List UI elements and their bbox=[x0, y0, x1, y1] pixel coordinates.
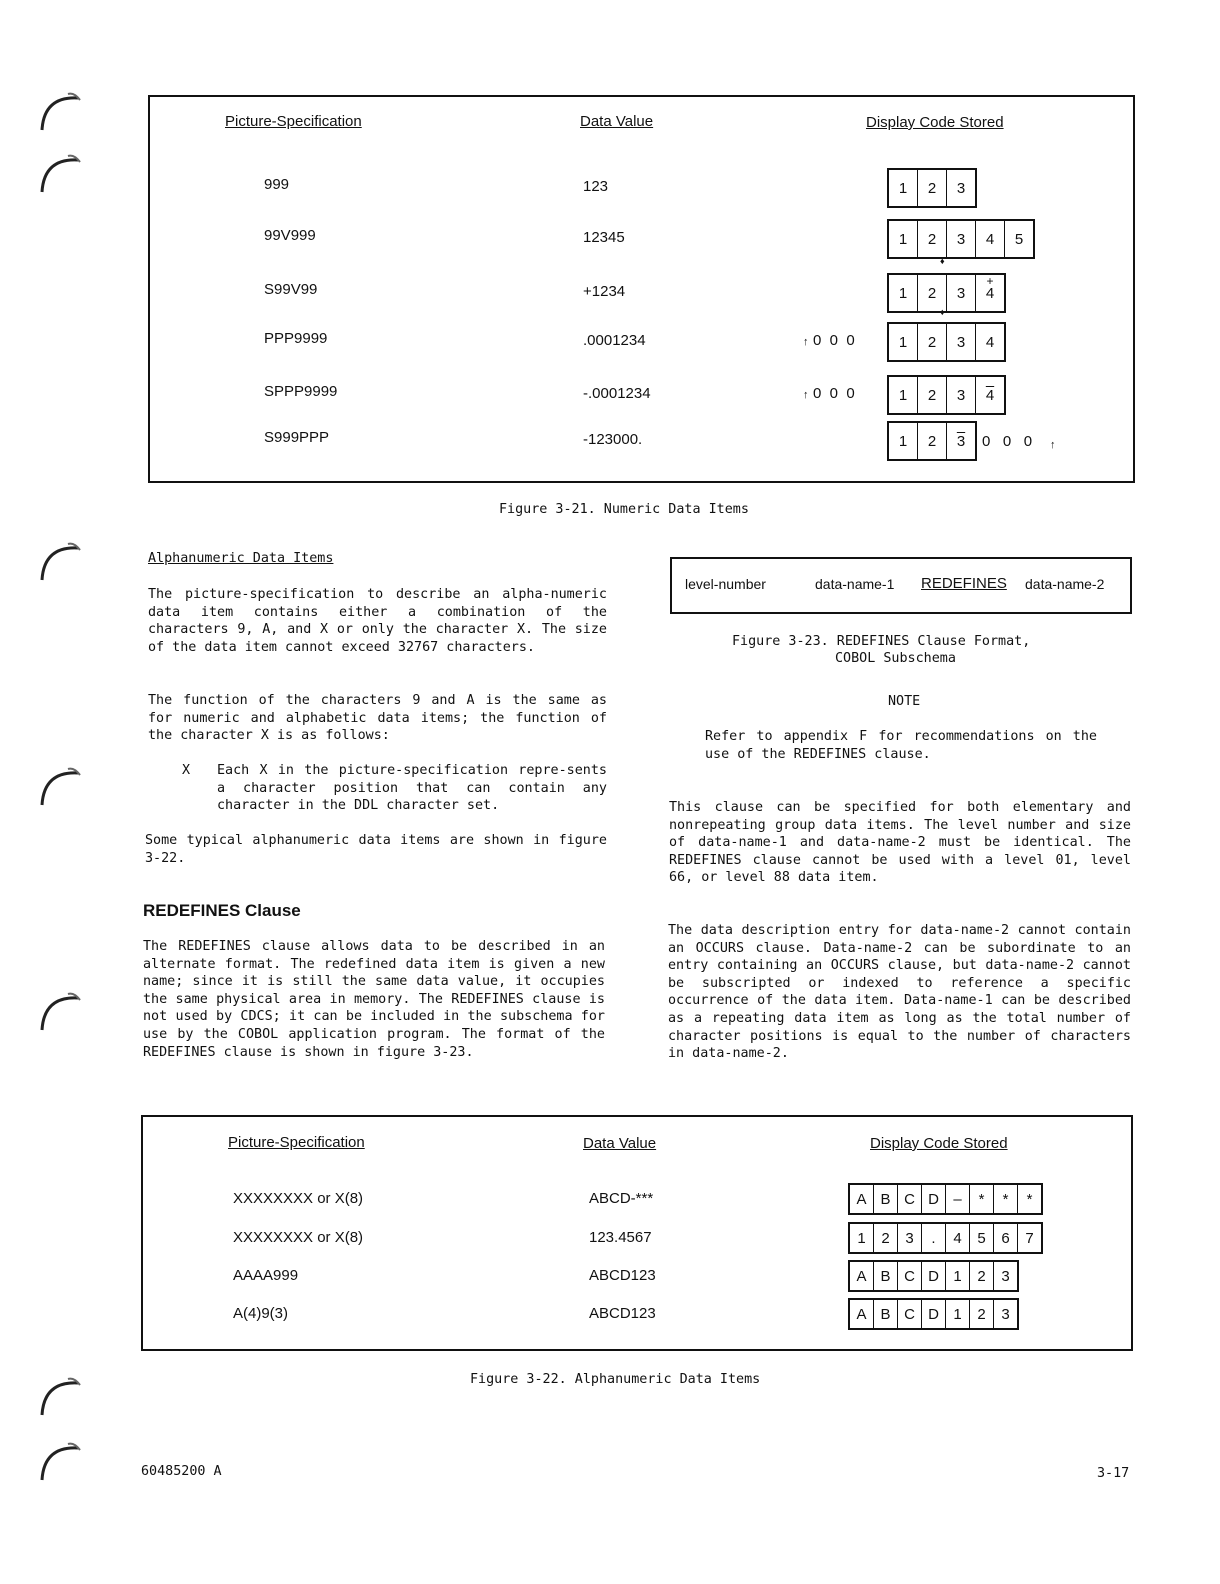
display-code-cell: 1 bbox=[946, 1262, 970, 1290]
data-value: .0001234 bbox=[583, 332, 646, 349]
picture-spec: 999 bbox=[264, 176, 290, 193]
punch-hole-mark bbox=[38, 90, 83, 139]
display-code-cells bbox=[887, 219, 1035, 259]
picture-spec: 99V999 bbox=[264, 227, 316, 244]
display-code-cell: 3 bbox=[947, 275, 976, 311]
sign-mark: + bbox=[986, 274, 994, 288]
display-code-cell: 2 bbox=[918, 377, 947, 413]
punch-hole-mark bbox=[38, 765, 83, 814]
picture-spec: S999PPP bbox=[264, 429, 330, 446]
picture-spec: XXXXXXXX or X(8) bbox=[233, 1190, 364, 1207]
display-code-cell: C bbox=[898, 1262, 922, 1290]
data-value: ABCD123 bbox=[589, 1267, 656, 1284]
display-code-cells bbox=[887, 375, 1006, 415]
display-code-cell: 4 bbox=[985, 386, 995, 404]
display-code-cell: 2 bbox=[918, 324, 947, 360]
fig21-header-value: Data Value bbox=[580, 113, 654, 130]
term-x: X bbox=[182, 763, 191, 778]
data-value: ABCD-*** bbox=[589, 1190, 654, 1207]
punch-hole-mark bbox=[38, 990, 83, 1039]
display-code-cell: B bbox=[874, 1185, 898, 1213]
display-code-cell: A bbox=[850, 1262, 874, 1290]
display-code-cell: 7 bbox=[1025, 1229, 1034, 1247]
picture-spec: A(4)9(3) bbox=[233, 1305, 289, 1322]
display-code-cell: C bbox=[898, 1300, 922, 1328]
display-code-cell: 1 bbox=[889, 275, 918, 311]
display-code-cell: – bbox=[946, 1185, 970, 1213]
display-code-cell: 3 bbox=[947, 324, 976, 360]
note-title: NOTE bbox=[888, 694, 921, 709]
display-code-cell: D bbox=[922, 1300, 946, 1328]
display-code-cell: D bbox=[922, 1262, 946, 1290]
decimal-point-arrow: ↑ bbox=[803, 389, 809, 401]
fig22-header-picture: Picture-Specification bbox=[228, 1134, 365, 1151]
paragraph: The picture-specification to describe an alpha-numeric data item contains either a combination of the characters 9, A, and X or only the character X. The size of the data item cannot exceed 32767 characters. bbox=[148, 587, 607, 655]
display-code-cell: 2 bbox=[918, 170, 947, 206]
display-code-cell: 6 bbox=[994, 1224, 1018, 1252]
display-code-cell: 2 bbox=[918, 275, 947, 311]
trailing-zeros: 0 0 0 bbox=[982, 433, 1033, 450]
display-code-cell: 1 bbox=[889, 377, 918, 413]
display-code-cell: 1 bbox=[850, 1224, 874, 1252]
display-code-cell: 1 bbox=[889, 324, 918, 360]
display-code-cell: 3 bbox=[1001, 1305, 1010, 1323]
picture-spec: AAAA999 bbox=[233, 1267, 299, 1284]
display-code-cell: 3 bbox=[956, 179, 966, 197]
fig21-header-picture: Picture-Specification bbox=[225, 113, 362, 130]
display-code-cell: A bbox=[850, 1185, 874, 1213]
display-code-cell: * bbox=[1026, 1190, 1033, 1208]
display-code-cell: 1 bbox=[889, 423, 918, 459]
picture-spec: PPP9999 bbox=[264, 330, 328, 347]
display-code-cell: * bbox=[970, 1185, 994, 1213]
display-code-cells bbox=[887, 322, 1006, 362]
figure-3-22-caption: Figure 3-22. Alphanumeric Data Items bbox=[470, 1372, 761, 1387]
data-value: 12345 bbox=[583, 229, 625, 246]
document-number: 60485200 A bbox=[141, 1464, 222, 1479]
data-value: 123.4567 bbox=[589, 1229, 652, 1246]
display-code-cell: 3 bbox=[947, 377, 976, 413]
fig21-header-display: Display Code Stored bbox=[866, 114, 1004, 131]
figure-3-23-caption: Figure 3-23. REDEFINES Clause Format, bbox=[732, 634, 1031, 649]
figure-3-23-caption-line2: COBOL Subschema bbox=[835, 651, 956, 666]
alphanumeric-heading: Alphanumeric Data Items bbox=[148, 551, 334, 566]
punch-hole-mark bbox=[38, 540, 83, 589]
display-code-cells bbox=[848, 1298, 1019, 1330]
display-code-cell: 2 bbox=[970, 1300, 994, 1328]
display-code-cell: 4 bbox=[985, 333, 995, 351]
term-x-definition: Each X in the picture-specification repre-sents a character position that can contain any character in the DDL character set. bbox=[217, 763, 607, 814]
decimal-point-arrow: ♦ bbox=[940, 256, 945, 266]
format-data-name-2: data-name-2 bbox=[1025, 576, 1105, 592]
leading-zeros: 0 0 0 bbox=[813, 332, 855, 349]
display-code-cell: 4 + bbox=[985, 274, 995, 302]
data-value: ABCD123 bbox=[589, 1305, 656, 1322]
display-code-cell: 4 bbox=[976, 221, 1005, 257]
display-code-cells bbox=[848, 1183, 1043, 1215]
fig22-header-value: Data Value bbox=[583, 1135, 657, 1152]
display-code-cell: 3 bbox=[956, 432, 966, 450]
display-code-cell: 1 bbox=[889, 221, 918, 257]
display-code-cell: 4 bbox=[946, 1224, 970, 1252]
paragraph: The REDEFINES clause allows data to be described in an alternate format. The redefined data item is given a new name; since it is still the same data value, it occupies the same physical area in memory. The REDEFINES clause is not used by CDCS; it can be included in the subschema for use by the COBOL application program. The format of the REDEFINES clause is shown in figure 3-23. bbox=[143, 939, 605, 1060]
format-level-number: level-number bbox=[685, 576, 766, 592]
display-code-cell: * bbox=[994, 1185, 1018, 1213]
display-code-cell: 5 bbox=[970, 1224, 994, 1252]
display-code-cell: 3 bbox=[1001, 1267, 1010, 1285]
picture-spec: S99V99 bbox=[264, 281, 318, 298]
paragraph: This clause can be specified for both elementary and nonrepeating group data items. The level number and size of data-name-1 and data-name-2 must be identical. The REDEFINES clause cannot be used with a level 01, level 66, or level 88 data item. bbox=[669, 800, 1131, 886]
display-code-cell: B bbox=[874, 1262, 898, 1290]
display-code-cell: A bbox=[850, 1300, 874, 1328]
punch-hole-mark bbox=[38, 152, 83, 201]
punch-hole-mark bbox=[38, 1440, 83, 1489]
format-data-name-1: data-name-1 bbox=[815, 576, 895, 592]
section-heading: REDEFINES Clause bbox=[143, 901, 301, 920]
page-number: 3-17 bbox=[1097, 1466, 1130, 1481]
format-redefines-keyword: REDEFINES bbox=[921, 575, 1007, 592]
display-code-cell: B bbox=[874, 1300, 898, 1328]
display-code-cell: 1 bbox=[889, 170, 918, 206]
figure-3-21-caption: Figure 3-21. Numeric Data Items bbox=[499, 502, 749, 517]
display-code-cell: 3 bbox=[947, 221, 976, 257]
display-code-cell: 2 bbox=[874, 1224, 898, 1252]
note-text: Refer to appendix F for recommendations on the use of the REDEFINES clause. bbox=[705, 729, 1097, 762]
display-code-cells bbox=[848, 1260, 1019, 1292]
display-code-cells bbox=[887, 421, 977, 461]
punch-hole-mark bbox=[38, 1375, 83, 1424]
display-code-cell: 2 bbox=[970, 1262, 994, 1290]
display-code-cell: 2 bbox=[918, 423, 947, 459]
display-code-cell: . bbox=[922, 1224, 946, 1252]
display-code-cell: C bbox=[898, 1185, 922, 1213]
paragraph: Some typical alphanumeric data items are shown in figure 3-22. bbox=[145, 833, 607, 866]
data-value: -.0001234 bbox=[583, 385, 651, 402]
picture-spec: XXXXXXXX or X(8) bbox=[233, 1229, 364, 1246]
display-code-cells bbox=[887, 273, 1006, 313]
display-code-cell: D bbox=[922, 1185, 946, 1213]
data-value: 123 bbox=[583, 178, 609, 195]
decimal-point-arrow: ↑ bbox=[803, 336, 809, 348]
picture-spec: SPPP9999 bbox=[264, 383, 338, 400]
paragraph: The data description entry for data-name-2 cannot contain an OCCURS clause. Data-name-2 can be subordinate to an entry containing an OCCURS clause, but data-name-2 cannot be subscripted or indexed to reference a specific occurrence of the data item. Data-name-1 can be described as a repeating data item as long as the total number of character positions is equal to the number of characters in data-name-2. bbox=[668, 923, 1131, 1062]
display-code-cells bbox=[848, 1222, 1043, 1254]
decimal-point-arrow: ↑ bbox=[1050, 439, 1056, 451]
display-code-cell: 3 bbox=[898, 1224, 922, 1252]
leading-zeros: 0 0 0 bbox=[813, 385, 855, 402]
display-code-cells bbox=[887, 168, 977, 208]
display-code-cell: 1 bbox=[946, 1300, 970, 1328]
data-value: -123000. bbox=[583, 431, 643, 448]
decimal-point-arrow: ♦ bbox=[940, 307, 945, 317]
data-value: +1234 bbox=[583, 283, 626, 300]
fig22-header-display: Display Code Stored bbox=[870, 1135, 1008, 1152]
display-code-cell: 5 bbox=[1014, 230, 1024, 248]
display-code-cell: 2 bbox=[918, 221, 947, 257]
paragraph: The function of the characters 9 and A is the same as for numeric and alphabetic data items; the function of the character X is as follows: bbox=[148, 693, 607, 744]
